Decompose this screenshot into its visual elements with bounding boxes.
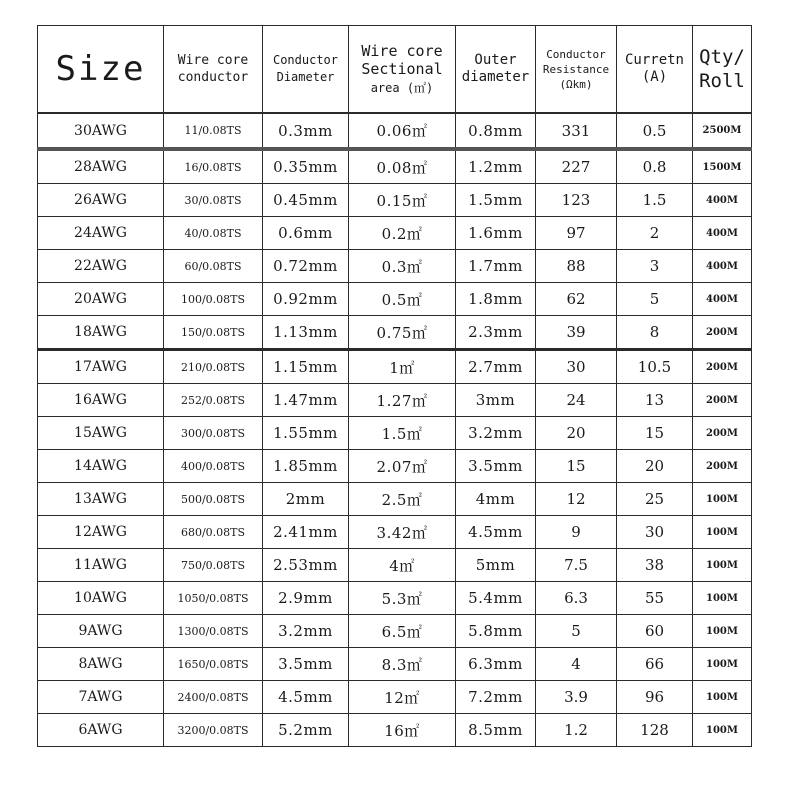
cell-qty-roll: 100M (693, 549, 752, 582)
cell-size: 14AWG (38, 450, 164, 483)
cell-outer-diameter: 0.8mm (456, 113, 536, 149)
cell-current: 60 (617, 615, 693, 648)
cell-outer-diameter: 1.8mm (456, 283, 536, 316)
cell-sectional-area: 1.5㎡ (349, 417, 456, 450)
cell-size: 13AWG (38, 483, 164, 516)
cell-size: 24AWG (38, 217, 164, 250)
cell-qty-roll: 400M (693, 184, 752, 217)
table-row (38, 681, 752, 714)
cell-current: 25 (617, 483, 693, 516)
header-size: Size (38, 26, 164, 114)
cell-resistance: 331 (536, 113, 617, 149)
table-row (38, 217, 752, 250)
header-line: Wire core (177, 53, 249, 68)
table-row (38, 549, 752, 582)
cell-resistance: 12 (536, 483, 617, 516)
header-line: Diameter (276, 70, 335, 84)
cell-resistance: 4 (536, 648, 617, 681)
cell-current: 0.8 (617, 149, 693, 184)
cell-size: 26AWG (38, 184, 164, 217)
table-row (38, 615, 752, 648)
cell-qty-roll: 100M (693, 615, 752, 648)
cell-outer-diameter: 3.2mm (456, 417, 536, 450)
header-line: Conductor (546, 47, 606, 61)
header-line: (A) (641, 69, 668, 85)
header-line: Sectional (361, 59, 443, 78)
cell-size: 8AWG (38, 648, 164, 681)
cell-outer-diameter: 1.6mm (456, 217, 536, 250)
cell-current: 3 (617, 250, 693, 283)
cell-sectional-area: 2.07㎡ (349, 450, 456, 483)
cell-qty-roll: 100M (693, 648, 752, 681)
cell-current: 66 (617, 648, 693, 681)
cell-core-conductor: 500/0.08TS (164, 483, 263, 516)
cell-outer-diameter: 5.8mm (456, 615, 536, 648)
cell-core-conductor: 1050/0.08TS (164, 582, 263, 615)
cell-outer-diameter: 1.7mm (456, 250, 536, 283)
header-line: (Ωkm) (559, 77, 593, 91)
cell-outer-diameter: 1.5mm (456, 184, 536, 217)
cell-resistance: 88 (536, 250, 617, 283)
cell-current: 2 (617, 217, 693, 250)
table-row (38, 316, 752, 350)
header-line: Roll (699, 70, 745, 92)
cell-core-conductor: 1300/0.08TS (164, 615, 263, 648)
cell-sectional-area: 5.3㎡ (349, 582, 456, 615)
table-row (38, 417, 752, 450)
cell-conductor-diameter: 0.3mm (263, 113, 349, 149)
cell-outer-diameter: 1.2mm (456, 149, 536, 184)
cell-sectional-area: 0.2㎡ (349, 217, 456, 250)
cell-outer-diameter: 5.4mm (456, 582, 536, 615)
cell-outer-diameter: 2.7mm (456, 350, 536, 384)
cell-current: 1.5 (617, 184, 693, 217)
cell-outer-diameter: 3mm (456, 384, 536, 417)
cell-sectional-area: 0.06㎡ (349, 113, 456, 149)
cell-current: 30 (617, 516, 693, 549)
cell-size: 7AWG (38, 681, 164, 714)
table-row (38, 113, 752, 149)
cell-qty-roll: 1500M (693, 149, 752, 184)
cell-current: 55 (617, 582, 693, 615)
cell-sectional-area: 16㎡ (349, 714, 456, 747)
header-line: area (㎡) (370, 80, 434, 95)
cell-conductor-diameter: 1.13mm (263, 316, 349, 350)
header-conductor-diameter (263, 26, 349, 114)
cell-core-conductor: 150/0.08TS (164, 316, 263, 350)
cell-qty-roll: 200M (693, 384, 752, 417)
cell-resistance: 1.2 (536, 714, 617, 747)
cell-core-conductor: 100/0.08TS (164, 283, 263, 316)
cell-core-conductor: 210/0.08TS (164, 350, 263, 384)
cell-conductor-diameter: 5.2mm (263, 714, 349, 747)
cell-sectional-area: 0.5㎡ (349, 283, 456, 316)
table-row (38, 714, 752, 747)
cell-current: 5 (617, 283, 693, 316)
cell-resistance: 9 (536, 516, 617, 549)
cell-current: 0.5 (617, 113, 693, 149)
cell-resistance: 5 (536, 615, 617, 648)
cell-core-conductor: 300/0.08TS (164, 417, 263, 450)
cell-qty-roll: 400M (693, 217, 752, 250)
cell-qty-roll: 2500M (693, 113, 752, 149)
cell-resistance: 30 (536, 350, 617, 384)
cell-size: 9AWG (38, 615, 164, 648)
cell-current: 15 (617, 417, 693, 450)
table-row (38, 384, 752, 417)
table-row (38, 648, 752, 681)
cell-resistance: 24 (536, 384, 617, 417)
cell-sectional-area: 12㎡ (349, 681, 456, 714)
cell-resistance: 97 (536, 217, 617, 250)
header-line: conductor (177, 70, 249, 85)
cell-core-conductor: 252/0.08TS (164, 384, 263, 417)
cell-core-conductor: 40/0.08TS (164, 217, 263, 250)
cell-size: 6AWG (38, 714, 164, 747)
cell-conductor-diameter: 2.41mm (263, 516, 349, 549)
cell-qty-roll: 100M (693, 483, 752, 516)
cell-conductor-diameter: 1.55mm (263, 417, 349, 450)
cell-size: 16AWG (38, 384, 164, 417)
cell-sectional-area: 1.27㎡ (349, 384, 456, 417)
cell-conductor-diameter: 2mm (263, 483, 349, 516)
wire-spec-table-container (37, 25, 751, 747)
cell-core-conductor: 16/0.08TS (164, 149, 263, 184)
cell-sectional-area: 2.5㎡ (349, 483, 456, 516)
cell-conductor-diameter: 2.53mm (263, 549, 349, 582)
cell-current: 96 (617, 681, 693, 714)
table-row (38, 283, 752, 316)
table-row (38, 516, 752, 549)
table-row (38, 350, 752, 384)
cell-core-conductor: 2400/0.08TS (164, 681, 263, 714)
cell-conductor-diameter: 1.47mm (263, 384, 349, 417)
cell-sectional-area: 0.15㎡ (349, 184, 456, 217)
cell-size: 17AWG (38, 350, 164, 384)
cell-core-conductor: 30/0.08TS (164, 184, 263, 217)
cell-size: 15AWG (38, 417, 164, 450)
cell-resistance: 15 (536, 450, 617, 483)
cell-outer-diameter: 8.5mm (456, 714, 536, 747)
cell-outer-diameter: 3.5mm (456, 450, 536, 483)
cell-sectional-area: 0.75㎡ (349, 316, 456, 350)
cell-core-conductor: 1650/0.08TS (164, 648, 263, 681)
table-body (38, 113, 752, 747)
cell-resistance: 39 (536, 316, 617, 350)
cell-current: 128 (617, 714, 693, 747)
cell-outer-diameter: 6.3mm (456, 648, 536, 681)
cell-qty-roll: 400M (693, 283, 752, 316)
cell-current: 10.5 (617, 350, 693, 384)
header-current (617, 26, 693, 114)
cell-size: 12AWG (38, 516, 164, 549)
cell-conductor-diameter: 1.15mm (263, 350, 349, 384)
wire-spec-table (37, 25, 752, 747)
header-line: Qty/ (699, 46, 745, 68)
cell-core-conductor: 3200/0.08TS (164, 714, 263, 747)
cell-resistance: 6.3 (536, 582, 617, 615)
cell-conductor-diameter: 3.5mm (263, 648, 349, 681)
header-line: Resistance (542, 62, 610, 76)
cell-size: 22AWG (38, 250, 164, 283)
cell-qty-roll: 400M (693, 250, 752, 283)
cell-qty-roll: 200M (693, 450, 752, 483)
cell-outer-diameter: 4mm (456, 483, 536, 516)
table-row (38, 483, 752, 516)
cell-qty-roll: 200M (693, 350, 752, 384)
cell-sectional-area: 1㎡ (349, 350, 456, 384)
cell-core-conductor: 680/0.08TS (164, 516, 263, 549)
cell-size: 10AWG (38, 582, 164, 615)
cell-resistance: 3.9 (536, 681, 617, 714)
header-outer-diameter (456, 26, 536, 114)
cell-outer-diameter: 2.3mm (456, 316, 536, 350)
cell-qty-roll: 200M (693, 316, 752, 350)
cell-sectional-area: 6.5㎡ (349, 615, 456, 648)
cell-core-conductor: 11/0.08TS (164, 113, 263, 149)
header-row (38, 26, 752, 114)
cell-current: 38 (617, 549, 693, 582)
cell-sectional-area: 0.3㎡ (349, 250, 456, 283)
cell-qty-roll: 200M (693, 417, 752, 450)
cell-conductor-diameter: 0.35mm (263, 149, 349, 184)
cell-core-conductor: 60/0.08TS (164, 250, 263, 283)
cell-size: 28AWG (38, 149, 164, 184)
table-row (38, 582, 752, 615)
header-line: Outer (474, 52, 517, 68)
header-line: Conductor (272, 53, 339, 67)
cell-resistance: 7.5 (536, 549, 617, 582)
cell-core-conductor: 750/0.08TS (164, 549, 263, 582)
cell-current: 13 (617, 384, 693, 417)
cell-qty-roll: 100M (693, 681, 752, 714)
table-row (38, 184, 752, 217)
header-line: Curretn (624, 52, 684, 68)
cell-sectional-area: 4㎡ (349, 549, 456, 582)
cell-conductor-diameter: 4.5mm (263, 681, 349, 714)
cell-sectional-area: 3.42㎡ (349, 516, 456, 549)
table-row (38, 450, 752, 483)
cell-conductor-diameter: 3.2mm (263, 615, 349, 648)
header-qty-roll (693, 26, 752, 114)
cell-size: 30AWG (38, 113, 164, 149)
cell-outer-diameter: 7.2mm (456, 681, 536, 714)
cell-sectional-area: 0.08㎡ (349, 149, 456, 184)
cell-resistance: 62 (536, 283, 617, 316)
header-line: diameter (461, 69, 530, 85)
cell-size: 18AWG (38, 316, 164, 350)
cell-core-conductor: 400/0.08TS (164, 450, 263, 483)
table-row (38, 250, 752, 283)
cell-conductor-diameter: 0.6mm (263, 217, 349, 250)
header-conductor-resistance (536, 26, 617, 114)
cell-conductor-diameter: 0.45mm (263, 184, 349, 217)
cell-qty-roll: 100M (693, 516, 752, 549)
cell-outer-diameter: 5mm (456, 549, 536, 582)
cell-current: 8 (617, 316, 693, 350)
cell-sectional-area: 8.3㎡ (349, 648, 456, 681)
cell-size: 11AWG (38, 549, 164, 582)
cell-conductor-diameter: 0.92mm (263, 283, 349, 316)
cell-conductor-diameter: 2.9mm (263, 582, 349, 615)
cell-size: 20AWG (38, 283, 164, 316)
cell-resistance: 20 (536, 417, 617, 450)
cell-conductor-diameter: 1.85mm (263, 450, 349, 483)
table-row (38, 149, 752, 184)
header-sectional-area (349, 26, 456, 114)
cell-current: 20 (617, 450, 693, 483)
cell-resistance: 227 (536, 149, 617, 184)
cell-qty-roll: 100M (693, 582, 752, 615)
header-line: Wire core (361, 41, 443, 60)
cell-conductor-diameter: 0.72mm (263, 250, 349, 283)
cell-resistance: 123 (536, 184, 617, 217)
cell-outer-diameter: 4.5mm (456, 516, 536, 549)
cell-qty-roll: 100M (693, 714, 752, 747)
header-wire-core-conductor (164, 26, 263, 114)
